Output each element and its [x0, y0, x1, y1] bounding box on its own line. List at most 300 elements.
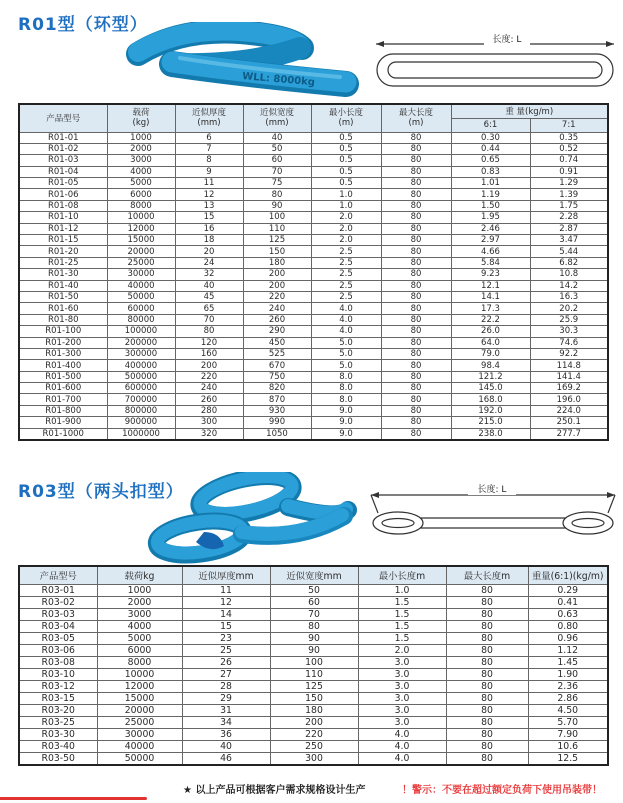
- table-cell: 1.01: [451, 178, 530, 189]
- table-cell: 200: [243, 269, 311, 280]
- col-header-thickness: 近似厚度mm: [182, 566, 270, 584]
- table-cell: 1.50: [451, 200, 530, 211]
- table-cell: 220: [270, 728, 358, 740]
- col-header-load-unit: (kg): [132, 118, 150, 129]
- table-cell: 80: [381, 257, 451, 268]
- col-header-width-unit: (mm): [265, 118, 289, 129]
- table-cell: 0.52: [530, 143, 608, 154]
- table-cell: 12000: [97, 680, 182, 692]
- footer-warning: ！警示：不要在超过额定负荷下使用吊装带！: [402, 785, 602, 796]
- table-cell: R01-04: [19, 166, 107, 177]
- table-cell: 7: [175, 143, 243, 154]
- r01-table-header: [19, 104, 608, 132]
- table-cell: 0.5: [311, 178, 381, 189]
- table-row: [19, 303, 608, 314]
- table-cell: 80: [446, 644, 528, 656]
- r03-table-header: [19, 566, 608, 584]
- table-cell: 30.3: [530, 326, 608, 337]
- table-row: [19, 620, 608, 632]
- table-cell: R01-60: [19, 303, 107, 314]
- table-cell: 3.0: [358, 716, 446, 728]
- table-row: [19, 740, 608, 752]
- col-header-min-length: 最小长度m: [358, 566, 446, 584]
- col-header-min-length-unit: (m): [338, 118, 354, 129]
- table-cell: 2.5: [311, 246, 381, 257]
- table-row: [19, 246, 608, 257]
- table-cell: 1.45: [528, 656, 608, 668]
- table-cell: 9.0: [311, 428, 381, 440]
- table-cell: 1.0: [311, 200, 381, 211]
- table-cell: 5.0: [311, 348, 381, 359]
- table-cell: 2.87: [530, 223, 608, 234]
- table-cell: 80: [446, 584, 528, 596]
- table-cell: 26.0: [451, 326, 530, 337]
- table-cell: 238.0: [451, 428, 530, 440]
- table-cell: 32: [175, 269, 243, 280]
- table-cell: R01-20: [19, 246, 107, 257]
- table-cell: 15: [182, 620, 270, 632]
- table-cell: 17.3: [451, 303, 530, 314]
- table-cell: 10000: [97, 668, 182, 680]
- table-cell: 10.6: [528, 740, 608, 752]
- table-cell: 168.0: [451, 394, 530, 405]
- table-cell: 150: [270, 692, 358, 704]
- table-cell: 90: [243, 200, 311, 211]
- table-cell: 0.83: [451, 166, 530, 177]
- table-cell: 0.74: [530, 155, 608, 166]
- r03-spec-table: [18, 565, 609, 766]
- table-cell: 79.0: [451, 348, 530, 359]
- table-cell: 60: [270, 596, 358, 608]
- table-cell: 6: [175, 132, 243, 143]
- table-cell: 240: [243, 303, 311, 314]
- col-header-max-length: 最大长度m: [446, 566, 528, 584]
- table-cell: 80: [381, 405, 451, 416]
- table-cell: 80: [446, 704, 528, 716]
- col-header-width-line1: 近似宽度: [259, 107, 294, 118]
- table-cell: 90: [270, 632, 358, 644]
- table-cell: 80: [381, 223, 451, 234]
- table-cell: 3000: [97, 608, 182, 620]
- table-cell: 6.82: [530, 257, 608, 268]
- table-cell: 18: [175, 235, 243, 246]
- table-cell: 80: [381, 394, 451, 405]
- table-cell: R03-12: [19, 680, 97, 692]
- table-cell: R01-800: [19, 405, 107, 416]
- table-cell: 4000: [107, 166, 175, 177]
- table-cell: 80: [243, 189, 311, 200]
- table-cell: 12.5: [528, 752, 608, 765]
- table-cell: 15000: [97, 692, 182, 704]
- table-row: [19, 200, 608, 211]
- table-cell: 0.35: [530, 132, 608, 143]
- table-cell: 7.90: [528, 728, 608, 740]
- table-cell: 300000: [107, 348, 175, 359]
- table-cell: 0.63: [528, 608, 608, 620]
- table-cell: 1.0: [358, 584, 446, 596]
- table-cell: 200: [270, 716, 358, 728]
- table-cell: 1.39: [530, 189, 608, 200]
- table-row: [19, 680, 608, 692]
- table-cell: 20000: [107, 246, 175, 257]
- table-cell: 40000: [107, 280, 175, 291]
- table-cell: 500000: [107, 371, 175, 382]
- table-row: [19, 189, 608, 200]
- table-cell: 2.5: [311, 291, 381, 302]
- table-row: [19, 337, 608, 348]
- table-cell: 26: [182, 656, 270, 668]
- table-cell: 20: [175, 246, 243, 257]
- r03-diagram-length-label: 长度: L: [477, 485, 507, 495]
- r03-table-body: [19, 584, 608, 765]
- table-row: [19, 212, 608, 223]
- table-cell: 40: [182, 740, 270, 752]
- table-cell: 80: [381, 326, 451, 337]
- table-cell: 125: [270, 680, 358, 692]
- table-cell: 3.47: [530, 235, 608, 246]
- table-cell: 180: [270, 704, 358, 716]
- table-cell: 3.0: [358, 656, 446, 668]
- table-cell: 80: [381, 383, 451, 394]
- r01-sling-photo-art: [110, 22, 362, 98]
- table-cell: 2.97: [451, 235, 530, 246]
- table-row: [19, 656, 608, 668]
- table-cell: 2000: [97, 596, 182, 608]
- table-row: [19, 178, 608, 189]
- table-cell: 80: [446, 632, 528, 644]
- table-row: [19, 235, 608, 246]
- table-cell: 40: [243, 132, 311, 143]
- table-cell: R03-06: [19, 644, 97, 656]
- table-cell: 4.0: [311, 303, 381, 314]
- table-cell: 2.0: [358, 644, 446, 656]
- table-cell: 1.0: [311, 189, 381, 200]
- r03-length-diagram-art: [368, 483, 618, 555]
- table-row: [19, 155, 608, 166]
- table-row: [19, 716, 608, 728]
- table-cell: 200: [243, 280, 311, 291]
- table-cell: 14.1: [451, 291, 530, 302]
- table-cell: 0.5: [311, 143, 381, 154]
- table-cell: 25000: [97, 716, 182, 728]
- table-cell: 4.0: [358, 740, 446, 752]
- table-cell: 80: [381, 303, 451, 314]
- table-cell: R03-50: [19, 752, 97, 765]
- table-cell: 80: [381, 269, 451, 280]
- table-cell: 11: [182, 584, 270, 596]
- table-cell: 750: [243, 371, 311, 382]
- table-cell: 220: [243, 291, 311, 302]
- table-cell: 0.29: [528, 584, 608, 596]
- table-row: [19, 223, 608, 234]
- table-cell: R01-900: [19, 417, 107, 428]
- r01-spec-table: [18, 103, 609, 441]
- table-cell: 80: [270, 620, 358, 632]
- table-cell: 12.1: [451, 280, 530, 291]
- table-cell: 80: [446, 716, 528, 728]
- table-cell: 60: [243, 155, 311, 166]
- table-cell: 2.5: [311, 257, 381, 268]
- table-row: [19, 417, 608, 428]
- table-cell: 80: [446, 752, 528, 765]
- col-header-max-length: [381, 104, 451, 132]
- table-cell: 65: [175, 303, 243, 314]
- table-cell: 31: [182, 704, 270, 716]
- table-cell: 196.0: [530, 394, 608, 405]
- table-cell: 192.0: [451, 405, 530, 416]
- table-cell: 8.0: [311, 371, 381, 382]
- col-header-max-length-line1: 最大长度: [398, 107, 433, 118]
- col-header-load: [107, 104, 175, 132]
- col-header-min-length-line1: 最小长度: [328, 107, 363, 118]
- table-row: [19, 166, 608, 177]
- table-cell: 400000: [107, 360, 175, 371]
- table-cell: 220: [175, 371, 243, 382]
- table-row: [19, 692, 608, 704]
- table-cell: 600000: [107, 383, 175, 394]
- table-cell: 4.0: [358, 728, 446, 740]
- r01-table-body: [19, 132, 608, 440]
- col-header-width: [243, 104, 311, 132]
- table-cell: 280: [175, 405, 243, 416]
- table-cell: 2.5: [311, 269, 381, 280]
- table-row: [19, 752, 608, 765]
- table-cell: 114.8: [530, 360, 608, 371]
- table-row: [19, 596, 608, 608]
- table-cell: 50: [270, 584, 358, 596]
- table-cell: R01-100: [19, 326, 107, 337]
- table-cell: 14.2: [530, 280, 608, 291]
- table-row: [19, 728, 608, 740]
- table-cell: 5.70: [528, 716, 608, 728]
- table-cell: 50000: [107, 291, 175, 302]
- table-cell: 80000: [107, 314, 175, 325]
- table-cell: 2.36: [528, 680, 608, 692]
- table-cell: R01-15: [19, 235, 107, 246]
- footer-note: ★ 以上产品可根据客户需求规格设计生产: [183, 785, 366, 796]
- table-cell: 180: [243, 257, 311, 268]
- table-cell: 15000: [107, 235, 175, 246]
- table-cell: 80: [381, 428, 451, 440]
- table-cell: 0.5: [311, 166, 381, 177]
- table-cell: 100: [270, 656, 358, 668]
- table-cell: R01-30: [19, 269, 107, 280]
- table-cell: R01-400: [19, 360, 107, 371]
- table-cell: 40: [175, 280, 243, 291]
- r01-diagram-length-label: 长度: L: [492, 35, 522, 45]
- table-cell: 3.0: [358, 704, 446, 716]
- table-cell: 125: [243, 235, 311, 246]
- table-cell: 80: [446, 740, 528, 752]
- table-row: [19, 280, 608, 291]
- table-cell: 4.0: [358, 752, 446, 765]
- table-cell: R03-30: [19, 728, 97, 740]
- table-row: [19, 326, 608, 337]
- table-cell: R01-80: [19, 314, 107, 325]
- col-header-weight: 重量(6:1)(kg/m): [528, 566, 608, 584]
- table-cell: R03-04: [19, 620, 97, 632]
- table-cell: 4.66: [451, 246, 530, 257]
- table-cell: R01-50: [19, 291, 107, 302]
- table-cell: 6000: [107, 189, 175, 200]
- table-cell: 80: [446, 668, 528, 680]
- table-cell: 3.0: [358, 680, 446, 692]
- r01-photo-wll-text: WLL: 8000kg: [241, 71, 316, 89]
- table-cell: 1000: [97, 584, 182, 596]
- table-cell: 45: [175, 291, 243, 302]
- table-cell: R03-08: [19, 656, 97, 668]
- table-cell: 320: [175, 428, 243, 440]
- table-cell: 8: [175, 155, 243, 166]
- table-cell: 5.0: [311, 337, 381, 348]
- r03-sling-photo-art: [138, 472, 362, 564]
- table-cell: 8000: [107, 200, 175, 211]
- table-cell: 25000: [107, 257, 175, 268]
- table-cell: 80: [446, 728, 528, 740]
- table-cell: 2000: [107, 143, 175, 154]
- table-cell: R01-02: [19, 143, 107, 154]
- section-title-r03: R03型（两头扣型）: [18, 482, 184, 502]
- table-cell: 80: [175, 326, 243, 337]
- table-cell: R03-15: [19, 692, 97, 704]
- table-cell: 22.2: [451, 314, 530, 325]
- table-cell: 0.30: [451, 132, 530, 143]
- table-cell: 0.91: [530, 166, 608, 177]
- col-header-thickness-unit: (mm): [197, 118, 221, 129]
- table-cell: R03-20: [19, 704, 97, 716]
- table-cell: 98.4: [451, 360, 530, 371]
- table-cell: 80: [381, 314, 451, 325]
- table-cell: 80: [381, 246, 451, 257]
- table-cell: 990: [243, 417, 311, 428]
- table-row: [19, 269, 608, 280]
- table-cell: 8.0: [311, 383, 381, 394]
- table-cell: 80: [381, 132, 451, 143]
- table-cell: R01-700: [19, 394, 107, 405]
- table-cell: 5.84: [451, 257, 530, 268]
- table-cell: 9.0: [311, 417, 381, 428]
- table-cell: 50: [243, 143, 311, 154]
- r03-length-diagram: [368, 483, 618, 555]
- table-cell: R03-05: [19, 632, 97, 644]
- table-cell: 200: [175, 360, 243, 371]
- col-header-model: 产品型号: [19, 104, 107, 132]
- table-cell: 74.6: [530, 337, 608, 348]
- table-cell: 90: [270, 644, 358, 656]
- table-cell: 16: [175, 223, 243, 234]
- table-cell: 12000: [107, 223, 175, 234]
- table-cell: 2.0: [311, 212, 381, 223]
- table-cell: 2.5: [311, 280, 381, 291]
- table-cell: 290: [243, 326, 311, 337]
- table-cell: 80: [381, 235, 451, 246]
- table-cell: 900000: [107, 417, 175, 428]
- table-cell: 250.1: [530, 417, 608, 428]
- table-cell: 260: [243, 314, 311, 325]
- section-title-r01: R01型（环型）: [18, 15, 148, 35]
- table-cell: 80: [381, 371, 451, 382]
- col-header-weight-61: 6:1: [451, 118, 530, 132]
- table-cell: 1.5: [358, 620, 446, 632]
- table-row: [19, 608, 608, 620]
- table-cell: 2.0: [311, 223, 381, 234]
- table-row: [19, 132, 608, 143]
- table-cell: R01-08: [19, 200, 107, 211]
- table-cell: 670: [243, 360, 311, 371]
- table-cell: 10.8: [530, 269, 608, 280]
- table-cell: 5000: [97, 632, 182, 644]
- table-cell: 5.44: [530, 246, 608, 257]
- table-cell: 110: [270, 668, 358, 680]
- table-cell: 13: [175, 200, 243, 211]
- table-cell: 120: [175, 337, 243, 348]
- table-cell: 80: [381, 155, 451, 166]
- table-row: [19, 632, 608, 644]
- table-row: [19, 348, 608, 359]
- table-cell: R01-03: [19, 155, 107, 166]
- table-cell: 100000: [107, 326, 175, 337]
- table-cell: 1050: [243, 428, 311, 440]
- table-cell: 4.0: [311, 326, 381, 337]
- table-cell: 1.19: [451, 189, 530, 200]
- table-cell: 5.0: [311, 360, 381, 371]
- r03-sling-photo: [138, 472, 362, 564]
- table-cell: 930: [243, 405, 311, 416]
- r01-length-diagram: [372, 28, 618, 94]
- table-cell: 80: [446, 680, 528, 692]
- table-cell: 15: [175, 212, 243, 223]
- table-cell: R03-10: [19, 668, 97, 680]
- table-row: [19, 360, 608, 371]
- table-cell: R01-1000: [19, 428, 107, 440]
- table-cell: R03-40: [19, 740, 97, 752]
- table-cell: 4000: [97, 620, 182, 632]
- col-header-weight-71: 7:1: [530, 118, 608, 132]
- table-cell: 8.0: [311, 394, 381, 405]
- table-cell: R01-01: [19, 132, 107, 143]
- table-cell: 80: [446, 692, 528, 704]
- table-cell: 700000: [107, 394, 175, 405]
- table-cell: 25.9: [530, 314, 608, 325]
- table-cell: 28: [182, 680, 270, 692]
- table-cell: 12: [175, 189, 243, 200]
- table-cell: 34: [182, 716, 270, 728]
- table-cell: 215.0: [451, 417, 530, 428]
- table-row: [19, 668, 608, 680]
- footer-red-line: [0, 797, 147, 800]
- col-header-load: 载荷kg: [97, 566, 182, 584]
- table-cell: 150: [243, 246, 311, 257]
- table-cell: 92.2: [530, 348, 608, 359]
- table-cell: 141.4: [530, 371, 608, 382]
- table-cell: 0.44: [451, 143, 530, 154]
- table-cell: R01-10: [19, 212, 107, 223]
- table-row: [19, 383, 608, 394]
- table-cell: 70: [175, 314, 243, 325]
- table-cell: 160: [175, 348, 243, 359]
- table-cell: 9.23: [451, 269, 530, 280]
- table-cell: 80: [381, 348, 451, 359]
- table-cell: 80: [446, 596, 528, 608]
- table-cell: R03-02: [19, 596, 97, 608]
- table-cell: 20000: [97, 704, 182, 716]
- table-cell: 36: [182, 728, 270, 740]
- table-cell: 1.75: [530, 200, 608, 211]
- col-header-min-length: [311, 104, 381, 132]
- table-cell: 3.0: [358, 668, 446, 680]
- table-cell: 1.29: [530, 178, 608, 189]
- table-cell: 1.5: [358, 596, 446, 608]
